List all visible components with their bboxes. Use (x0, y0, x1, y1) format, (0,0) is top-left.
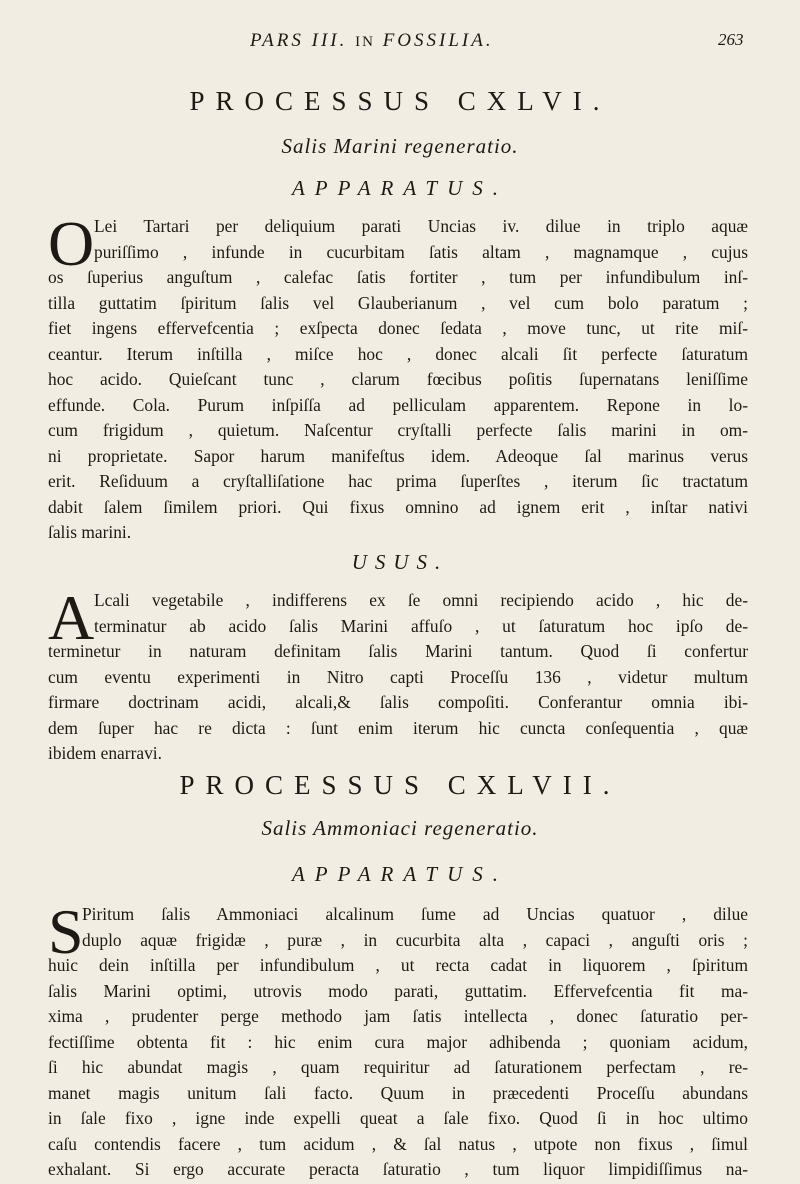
text-line: dem ſuper hac re dicta : ſunt enim iterum hic cuncta conſequentia , quæ (48, 717, 748, 738)
running-head-pars: PARS III. (250, 30, 348, 51)
processus-cxlvii-subtitle: Salis Ammoniaci regeneratio. (261, 816, 539, 840)
text-line: ſalis marini. (48, 522, 132, 542)
apparatus-heading-1: APPARATUS. (291, 176, 509, 200)
usus-paragraph (48, 582, 748, 767)
text-line: terminetur in naturam definitam ſalis Marini tantum. Quod ſi confertur (48, 641, 748, 661)
running-head (0, 22, 800, 58)
text-line: huic dein inſtilla per infundibulum , ut recta cadat in liquorem , ſpiritum (48, 955, 748, 975)
text-line: cum frigidum , quietum. Naſcentur cryſtalli perfecte ſalis marini in om- (48, 420, 748, 440)
dropcap-o: O (48, 208, 95, 279)
text-line: fiet ingens effervefcentia ; exſpecta donec ſedata , move tunc, ut rite miſ- (48, 318, 748, 338)
text-line: erit. Reſiduum a cryſtalliſatione hac prima ſuperſtes , iterum ſic tractatum (48, 471, 748, 491)
text-line: effunde. Cola. Purum inſpiſſa ad pelliculam apparentem. Repone in lo- (48, 394, 748, 415)
text-line: fectiſſime obtenta fit : hic enim cura major adhibenda ; quoniam acidum, (48, 1031, 748, 1052)
running-head-topic: FOSSILIA. (382, 30, 494, 51)
text-line: duplo aquæ frigidæ , puræ , in cucurbita alta , capaci , anguſti oris ; (82, 929, 748, 950)
text-line: tilla guttatim ſpiritum ſalis vel Glauberianum , vel cum bolo paratum ; (48, 292, 748, 313)
text-line: in ſale fixo , igne inde expelli queat a ſale fixo. Quod ſi in hoc ultimo (48, 1108, 748, 1128)
page-number: 263 (718, 30, 744, 49)
usus-heading: USUS. (351, 550, 449, 574)
apparatus-heading-2: APPARATUS. (291, 862, 509, 886)
apparatus-paragraph-2 (48, 896, 748, 1183)
text-line: Piritum ſalis Ammoniaci alcalinum ſume ad Uncias quatuor , dilue (82, 904, 748, 924)
text-line: os ſuperius anguſtum , calefac ſatis fortiter , tum per infundibulum inſ- (48, 267, 748, 287)
text-line: manet magis unitum ſali facto. Quum in præcedenti Proceſſu abundans (48, 1082, 748, 1103)
text-line: ſi hic abundat magis , quam requiritur ad ſaturationem perfectam , re- (48, 1057, 748, 1077)
text-line: xima , prudenter perge methodo jam ſatis intellecta , donec ſaturatio per- (48, 1006, 748, 1026)
text-line: ibidem enarravi. (48, 743, 162, 763)
dropcap-s: S (48, 896, 84, 967)
dropcap-a: A (48, 582, 95, 653)
text-line: firmare doctrinam acidi, alcali,& ſalis compoſiti. Conferantur omnia ibi- (48, 692, 748, 712)
text-line: ceantur. Iterum inſtilla , miſce hoc , donec alcali ſit perfecte ſaturatum (48, 343, 748, 364)
text-line: ni proprietate. Sapor harum manifeſtus idem. Adeoque ſal marinus verus (48, 445, 748, 466)
processus-cxlvi-subtitle: Salis Marini regeneratio. (281, 134, 519, 158)
running-head-title (250, 30, 494, 52)
processus-cxlvii-heading: PROCESSUS CXLVII. (179, 770, 621, 800)
text-line: puriſſimo , infunde in cucurbitam ſatis altam , magnamque , cujus (94, 241, 748, 262)
processus-cxlvi-heading: PROCESSUS CXLVI. (189, 86, 611, 116)
text-line: terminatur ab acido ſalis Marini affuſo , ut ſaturatum hoc ipſo de- (94, 615, 748, 636)
text-line: Lcali vegetabile , indifferens ex ſe omni recipiendo acido , hic de- (94, 590, 748, 610)
text-line: dabit ſalem ſimilem priori. Qui fixus omnino ad ignem erit , inſtar nativi (48, 496, 748, 517)
running-head-in: IN (355, 34, 375, 50)
text-line: hoc acido. Quieſcant tunc , clarum fœcibus poſitis ſupernatans leniſſime (48, 369, 748, 389)
text-line: Lei Tartari per deliquium parati Uncias iv. dilue in triplo aquæ (94, 216, 748, 236)
text-line: caſu contendis facere , tum acidum , & ſal natus , utpote non fixus , ſimul (48, 1133, 748, 1154)
text-line: cum eventu experimenti in Nitro capti Proceſſu 136 , videtur multum (48, 666, 748, 687)
apparatus-paragraph-1 (48, 208, 748, 546)
text-line: ſalis Marini optimi, utrovis modo parati, guttatim. Effervefcentia fit ma- (48, 980, 748, 1001)
text-line: exhalant. Si ergo accurate peracta ſaturatio , tum liquor limpidiſſimus na- (48, 1159, 748, 1179)
